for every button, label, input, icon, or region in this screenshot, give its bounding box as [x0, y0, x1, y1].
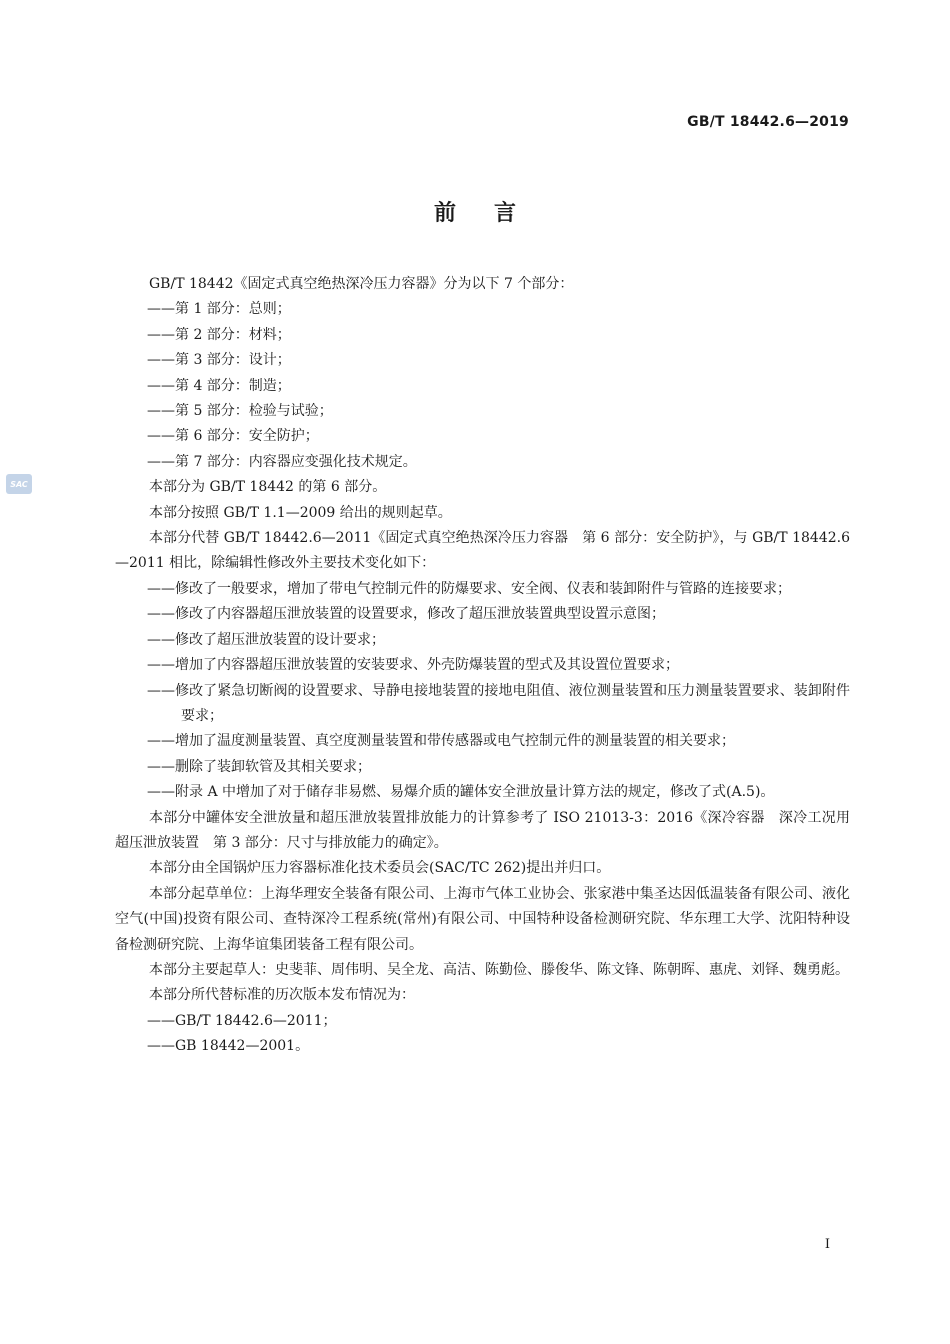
paragraph: 本部分主要起草人：史斐菲、周伟明、吴全龙、高洁、陈勤俭、滕俊华、陈文锋、陈朝晖、惠虎、刘铎、魏勇彪。 — [149, 961, 849, 978]
list-item: ——增加了内容器超压泄放装置的安装要求、外壳防爆装置的型式及其设置位置要求； — [147, 657, 679, 674]
list-item: ——第 5 部分：检验与试验； — [147, 403, 333, 420]
list-item: ——修改了超压泄放装置的设计要求； — [147, 631, 385, 648]
list-item: ——附录 A 中增加了对于储存非易燃、易爆介质的罐体安全泄放量计算方法的规定，修改了式(A.5)。 — [147, 784, 775, 801]
paragraph: 本部分由全国锅炉压力容器标准化技术委员会(SAC/TC 262)提出并归口。 — [149, 860, 611, 877]
foreword-body — [115, 272, 850, 1060]
paragraph: 本部分所代替标准的历次版本发布情况为： — [149, 987, 415, 1004]
list-item: ——修改了内容器超压泄放装置的设置要求，修改了超压泄放装置典型设置示意图； — [147, 606, 665, 623]
list-item: ——修改了一般要求，增加了带电气控制元件的防爆要求、安全阀、仪表和装卸附件与管路的连接要求； — [147, 580, 791, 597]
paragraph: 本部分按照 GB/T 1.1—2009 给出的规则起草。 — [149, 504, 452, 521]
list-item: ——GB 18442—2001。 — [147, 1038, 310, 1055]
list-item: ——第 2 部分：材料； — [147, 326, 291, 343]
list-item: ——第 4 部分：制造； — [147, 377, 291, 394]
list-item: ——删除了装卸软管及其相关要求； — [147, 758, 371, 775]
paragraph: 本部分代替 GB/T 18442.6—2011《固定式真空绝热深冷压力容器 第 6 部分：安全防护》，与 GB/T 18442.6—2011 相比，除编辑性修改外主要技术变化如下： — [115, 530, 850, 572]
paragraph: 本部分中罐体安全泄放量和超压泄放装置排放能力的计算参考了 ISO 21013-3：2016《深冷容器 深冷工况用超压泄放装置 第 3 部分：尺寸与排放能力的确定》。 — [115, 809, 850, 851]
paragraph: 本部分为 GB/T 18442 的第 6 部分。 — [149, 479, 387, 496]
page-title: 前言 — [433, 201, 554, 226]
list-item: ——第 6 部分：安全防护； — [147, 428, 319, 445]
paragraph: 本部分起草单位：上海华理安全装备有限公司、上海市气体工业协会、张家港中集圣达因低温装备有限公司、液化空气(中国)投资有限公司、查特深冷工程系统(常州)有限公司、中国特种设备检测研究院、华东理工大学、沈阳特种设备检测研究院、上海华谊集团装备工程有限公司。 — [115, 885, 850, 953]
list-item: ——GB/T 18442.6—2011； — [147, 1012, 337, 1029]
list-item: ——增加了温度测量装置、真空度测量装置和带传感器或电气控制元件的测量装置的相关要求； — [147, 733, 735, 750]
paragraph: GB/T 18442《固定式真空绝热深冷压力容器》分为以下 7 个部分： — [149, 276, 574, 292]
standard-code: GB/T 18442.6—2019 — [687, 114, 849, 130]
list-item: ——修改了紧急切断阀的设置要求、导静电接地装置的接地电阻值、液位测量装置和压力测量装置要求、装卸附件要求； — [147, 682, 850, 724]
list-item: ——第 1 部分：总则； — [147, 301, 291, 318]
list-item: ——第 3 部分：设计； — [147, 352, 291, 369]
page-number: I — [824, 1237, 830, 1252]
sac-logo: SAC — [6, 474, 32, 494]
list-item: ——第 7 部分：内容器应变强化技术规定。 — [147, 453, 417, 470]
